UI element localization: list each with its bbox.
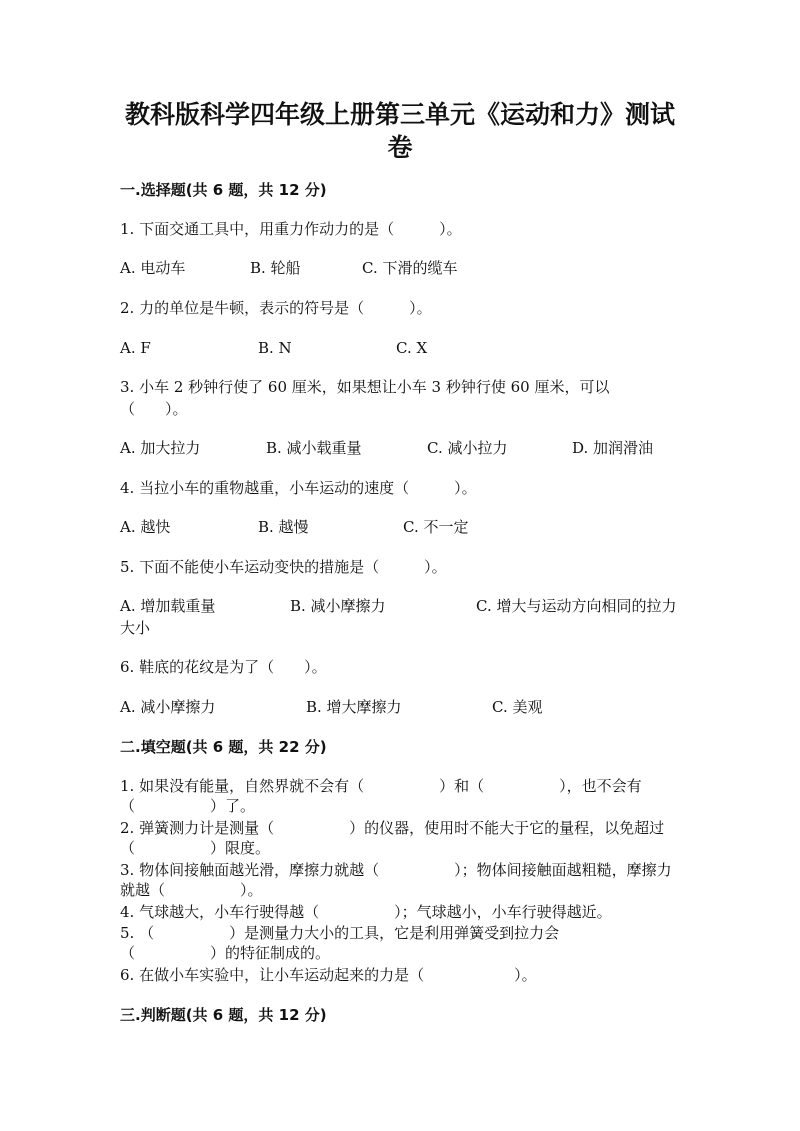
q2-option-b: B. N (258, 339, 292, 357)
fill-question-5: 5. （ ）是测量力大小的工具，它是利用弹簧受到拉力会（ ）的特征制成的。 (120, 924, 560, 962)
q5-option-b: B. 减小摩擦力 (290, 597, 386, 615)
choice-question-5: 5. 下面不能使小车运动变快的措施是（ ）。 (120, 558, 447, 576)
choice-question-2: 2. 力的单位是牛顿，表示的符号是（ ）。 (120, 299, 432, 317)
choice-question-1: 1. 下面交通工具中，用重力作动力的是（ ）。 (120, 220, 462, 238)
q1-option-a: A. 电动车 (120, 259, 186, 277)
q2-option-c: C. X (396, 339, 428, 357)
q6-option-b: B. 增大摩擦力 (306, 698, 402, 716)
title-line-1: 教科版科学四年级上册第三单元《运动和力》测试 (124, 100, 675, 129)
q5-option-c: C. 增大与运动方向相同的拉力大小 (120, 597, 677, 637)
choice-question-4: 4. 当拉小车的重物越重，小车运动的速度（ ）。 (120, 479, 477, 497)
q6-option-c: C. 美观 (492, 698, 543, 716)
fill-question-6: 6. 在做小车实验中，让小车运动起来的力是（ ）。 (120, 966, 537, 984)
section-heading-choice: 一.选择题(共 6 题，共 12 分) (120, 181, 327, 199)
q3-option-d: D. 加润滑油 (572, 439, 654, 457)
fill-question-1: 1. 如果没有能量，自然界就不会有（ ）和（ ），也不会有（ ）了。 (120, 777, 642, 815)
section-heading-judge: 三.判断题(共 6 题，共 12 分) (120, 1006, 327, 1024)
q3-option-b: B. 减小载重量 (266, 439, 362, 457)
choice-question-6: 6. 鞋底的花纹是为了（ ）。 (120, 658, 327, 676)
title-line-2: 卷 (387, 133, 413, 162)
q5-option-a: A. 增加载重量 (120, 597, 216, 615)
q3-option-c: C. 减小拉力 (427, 439, 508, 457)
fill-question-4: 4. 气球越大，小车行驶得越（ ）；气球越小，小车行驶得越近。 (120, 903, 612, 921)
q4-option-b: B. 越慢 (258, 518, 309, 536)
q3-option-a: A. 加大拉力 (120, 439, 201, 457)
choice-question-3: 3. 小车 2 秒钟行使了 60 厘米，如果想让小车 3 秒钟行使 60 厘米，可以（ ）。 (120, 378, 610, 418)
q4-option-a: A. 越快 (120, 518, 171, 536)
q4-option-c: C. 不一定 (403, 518, 469, 536)
fill-question-2: 2. 弹簧测力计是测量（ ）的仪器，使用时不能大于它的量程，以免超过（ ）限度。 (120, 819, 665, 857)
q6-option-a: A. 减小摩擦力 (120, 698, 216, 716)
q2-option-a: A. F (120, 339, 151, 357)
section-heading-fill: 二.填空题(共 6 题，共 22 分) (120, 738, 327, 756)
q1-option-c: C. 下滑的缆车 (362, 259, 458, 277)
fill-question-3: 3. 物体间接触面越光滑，摩擦力就越（ ）；物体间接触面越粗糙，摩擦力就越（ ）。 (120, 861, 672, 899)
q1-option-b: B. 轮船 (250, 259, 301, 277)
page-title (120, 98, 680, 164)
